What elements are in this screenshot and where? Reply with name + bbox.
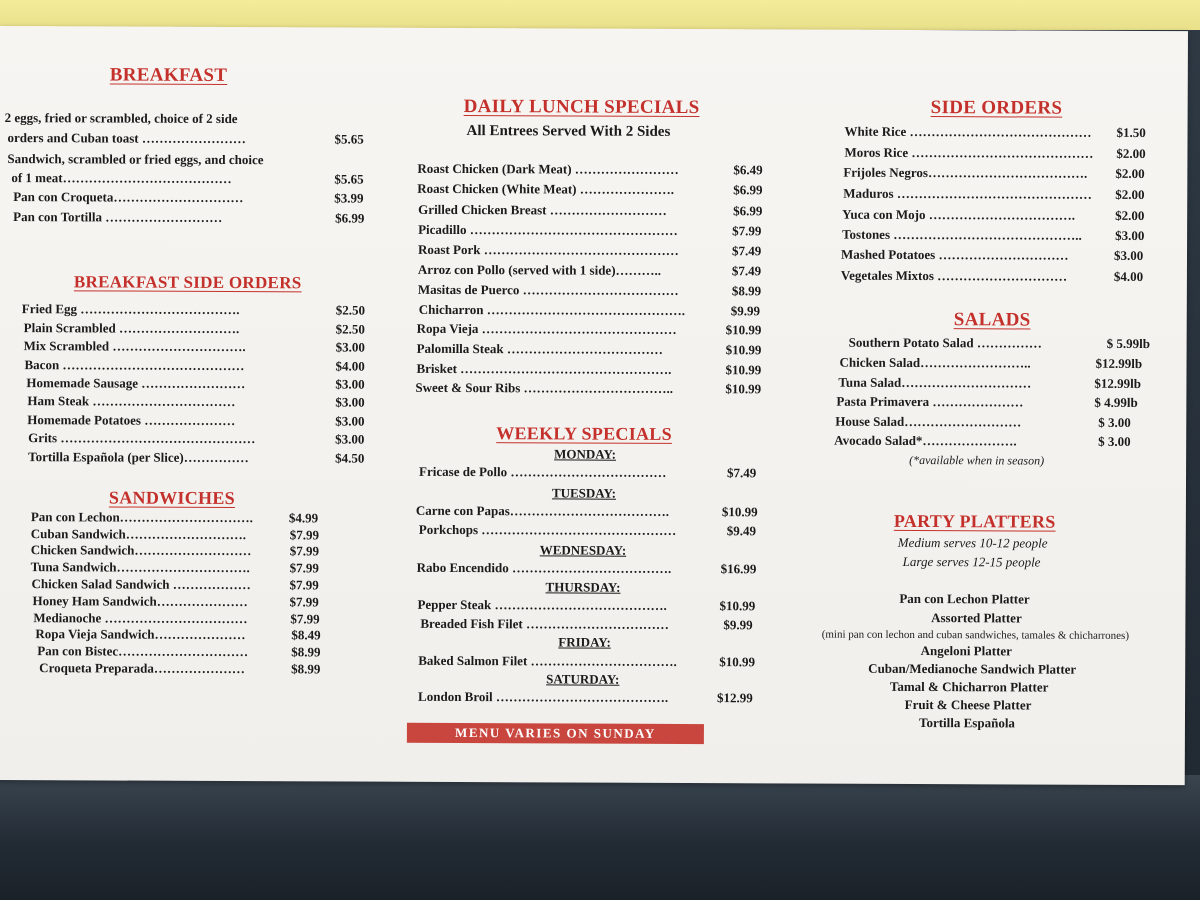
lunch-item: Palomilla Steak ……………………………… $10.99 [416, 340, 762, 358]
side-item: Bacon …………………………………… $4.00 [24, 357, 365, 374]
sandwich-item: Ropa Vieja Sandwich………………… $8.49 [35, 626, 321, 643]
price: $7.49 [731, 263, 762, 279]
salad-item: Southern Potato Salad …………… $ 5.99lb [848, 334, 1151, 352]
lunch-item: Masitas de Puerco ……………………………… $8.99 [417, 281, 762, 299]
price: $8.99 [291, 661, 321, 677]
lunch-item: Sweet & Sour Ribs …………………………….. $10.99 [415, 379, 762, 397]
lunch-item: Roast Chicken (Dark Meat) …………………… $6.49 [417, 160, 763, 178]
day-label-tuesday: TUESDAY: [551, 485, 617, 501]
side-order-item: Tostones …………………………………….. $3.00 [842, 226, 1145, 243]
price: $7.99 [289, 543, 319, 559]
price: $10.99 [721, 504, 758, 520]
lunch-item: Brisket …………………………………………. $10.99 [416, 360, 762, 378]
price: $3.99 [334, 190, 364, 206]
breakfast-item: Pan con Croqueta………………………… $3.99 [13, 189, 364, 206]
lunch-item: Grilled Chicken Breast ……………………… $6.99 [418, 201, 763, 219]
side-item: Fried Egg ………………………………. $2.50 [21, 301, 366, 318]
price: $10.99 [725, 342, 762, 358]
price: $10.99 [725, 362, 762, 378]
breakfast-sides-title: BREAKFAST SIDE ORDERS [73, 272, 302, 293]
breakfast-item: 2 eggs, fried or scrambled, choice of 2 side [4, 110, 238, 127]
weekly-title: WEEKLY SPECIALS [496, 423, 673, 444]
day-label-wednesday: WEDNESDAY: [539, 542, 627, 558]
breakfast-item: of 1 meat………………………………… $5.65 [11, 170, 364, 187]
sandwich-item: Chicken Salad Sandwich ……………… $7.99 [31, 576, 319, 593]
weekly-item: Carne con Papas………………………………. $10.99 [415, 502, 758, 520]
sandwich-item: Pan con Lechon…………………………. $4.99 [30, 509, 319, 526]
side-item: Homemade Potatoes ………………… $3.00 [27, 412, 365, 429]
side-orders-title: SIDE ORDERS [930, 97, 1063, 119]
weekly-item: Porkchops ……………………………………… $9.49 [418, 521, 757, 539]
salad-item: Tuna Salad………………………… $12.99lb [838, 374, 1142, 391]
weekly-item: Rabo Encendido ………………………………. $16.99 [416, 559, 757, 577]
weekly-item: Baked Salmon Filet ……………………………. $10.99 [418, 652, 756, 670]
price: $2.50 [335, 321, 365, 337]
sandwich-item: Cuban Sandwich………………………. $7.99 [30, 526, 320, 543]
price: $16.99 [720, 561, 757, 577]
platter-item: Cuban/Medianoche Sandwich Platter [868, 660, 1077, 677]
price: $7.49 [731, 243, 762, 259]
price: $3.00 [335, 413, 365, 429]
price: $12.99 [717, 690, 753, 706]
price: $12.99lb [1094, 375, 1142, 391]
side-order-item: Moros Rice …………………………………… $2.00 [844, 144, 1146, 162]
lunch-title: DAILY LUNCH SPECIALS [463, 96, 700, 119]
breakfast-item: Pan con Tortilla ……………………… $6.99 [13, 209, 365, 226]
price: $8.49 [291, 627, 321, 643]
platter-item: Tortilla Española [918, 715, 1015, 731]
breakfast-item: orders and Cuban toast …………………… $5.65 [7, 130, 364, 147]
menu-sheet [0, 26, 1188, 785]
platter-item-detail: (mini pan con lechon and cuban sandwiches, tamales & chicharrones) [821, 628, 1130, 642]
price: $10.99 [719, 598, 756, 614]
salad-item: Pasta Primavera ………………… $ 4.99lb [836, 393, 1138, 410]
price: $5.65 [334, 131, 364, 147]
side-item: Ham Steak …………………………… $3.00 [27, 393, 365, 410]
price: $7.99 [289, 560, 319, 576]
window-frame [0, 775, 1200, 900]
price: $9.99 [723, 617, 753, 633]
price: $4.00 [1113, 268, 1144, 284]
sandwich-item: Pan con Bistec………………………… $8.99 [37, 643, 321, 660]
price: $2.00 [1115, 207, 1145, 223]
price: $6.99 [335, 210, 365, 226]
weekly-item: Fricase de Pollo ……………………………… $7.49 [419, 463, 757, 481]
price: $6.99 [733, 203, 763, 219]
lunch-item: Ropa Vieja ……………………………………… $10.99 [416, 320, 762, 338]
salads-title: SALADS [953, 309, 1031, 331]
side-item: Homemade Sausage …………………… $3.00 [26, 375, 365, 392]
lunch-subtitle: All Entrees Served With 2 Sides [466, 123, 671, 140]
price: $10.99 [719, 654, 756, 670]
side-order-item: Maduros ……………………………………… $2.00 [843, 185, 1145, 202]
price: $8.99 [291, 644, 321, 660]
day-label-friday: FRIDAY: [558, 634, 611, 650]
platters-title: PARTY PLATTERS [893, 510, 1056, 532]
salad-item: Avocado Salad*…………………. $ 3.00 [834, 432, 1131, 449]
price: $ 3.00 [1098, 414, 1131, 430]
lunch-item: Roast Pork ……………………………………… $7.49 [417, 241, 762, 259]
price: $5.65 [334, 171, 364, 187]
side-order-item: Vegetales Mixtos ………………………… $4.00 [840, 267, 1144, 284]
price: $7.49 [727, 465, 757, 481]
price: $9.99 [730, 303, 761, 319]
price: $ 3.00 [1098, 433, 1131, 449]
price: $10.99 [725, 322, 762, 338]
price: $6.99 [733, 182, 763, 198]
breakfast-item: Sandwich, scrambled or fried eggs, and choice [7, 151, 264, 168]
sandwich-item: Chicken Sandwich……………………… $7.99 [30, 542, 319, 559]
day-label-thursday: THURSDAY: [545, 579, 621, 595]
price: $3.00 [335, 394, 365, 410]
salad-item: Chicken Salad…………………….. $12.99lb [839, 354, 1143, 371]
price: $4.50 [335, 450, 365, 466]
sandwich-item: Tuna Sandwich…………………………. $7.99 [30, 559, 319, 576]
weekly-item: Breaded Fish Filet …………………………… $9.99 [420, 615, 753, 633]
price: $2.50 [335, 302, 366, 318]
price: $12.99lb [1095, 355, 1143, 371]
price: $3.00 [335, 431, 365, 447]
side-order-item: Yuca con Mojo ……………………………. $2.00 [842, 206, 1145, 223]
weekly-item: Pepper Steak …………………………………. $10.99 [417, 596, 756, 614]
price: $2.00 [1115, 186, 1145, 202]
platter-item: Tamal & Chicharron Platter [889, 678, 1049, 695]
yellow-wall-strip [0, 0, 1200, 30]
platter-item: Assorted Platter [931, 610, 1022, 626]
day-label-saturday: SATURDAY: [546, 671, 620, 687]
price: $ 4.99lb [1094, 394, 1138, 410]
lunch-item: Picadillo ………………………………………… $7.99 [418, 221, 762, 239]
lunch-item: Chicharron ………………………………………. $9.99 [418, 301, 761, 319]
price: $4.99 [288, 510, 319, 526]
sunday-banner: MENU VARIES ON SUNDAY [407, 723, 704, 744]
side-item: Tortilla Española (per Slice)…………… $4.50 [28, 449, 365, 466]
side-item: Grits ……………………………………… $3.00 [28, 430, 365, 447]
price: $7.99 [289, 594, 319, 610]
side-item: Plain Scrambled ………………………. $2.50 [23, 320, 365, 337]
price: $2.00 [1115, 165, 1145, 181]
sandwich-item: Croqueta Preparada………………… $8.99 [39, 660, 321, 677]
side-order-item: Frijoles Negros………………………………. $2.00 [843, 164, 1145, 181]
price: $2.00 [1116, 145, 1146, 162]
platter-item: Angeloni Platter [920, 643, 1012, 659]
price: $ 5.99lb [1106, 335, 1151, 352]
platter-item: Fruit & Cheese Platter [904, 696, 1032, 713]
price: $9.49 [726, 523, 757, 539]
weekly-item: London Broil …………………………………. $12.99 [418, 688, 753, 706]
price: $3.00 [1115, 227, 1145, 243]
price: $4.00 [335, 358, 365, 374]
price: $3.00 [335, 376, 365, 392]
price: $8.99 [731, 283, 762, 299]
salad-note: (*available when in season) [909, 452, 1045, 468]
side-order-item: White Rice …………………………………… $1.50 [844, 123, 1146, 141]
breakfast-title: BREAKFAST [109, 64, 228, 86]
price: $10.99 [725, 381, 762, 397]
sandwich-item: Medianoche …………………………… $7.99 [33, 610, 320, 627]
lunch-item: Roast Chicken (White Meat) …………………. $6.99 [417, 180, 763, 198]
platter-item: Pan con Lechon Platter [899, 590, 1030, 607]
price: $1.50 [1116, 124, 1146, 141]
sandwiches-title: SANDWICHES [108, 487, 236, 509]
platter-size-medium: Medium serves 10-12 people [897, 534, 1048, 551]
side-order-item: Mashed Potatoes ………………………… $3.00 [840, 246, 1144, 263]
salad-item: House Salad……………………… $ 3.00 [835, 413, 1131, 430]
price: $7.99 [732, 223, 762, 239]
price: $7.99 [289, 577, 319, 593]
day-label-monday: MONDAY: [554, 446, 617, 462]
lunch-item: Arroz con Pollo (served with 1 side)……….. $7.49 [417, 261, 762, 279]
price: $6.49 [733, 162, 763, 178]
platter-size-large: Large serves 12-15 people [902, 553, 1041, 570]
sandwich-item: Honey Ham Sandwich………………… $7.99 [32, 593, 319, 610]
side-item: Mix Scrambled …………………………. $3.00 [23, 338, 365, 355]
price: $7.99 [289, 527, 320, 543]
price: $7.99 [290, 611, 320, 627]
price: $3.00 [1113, 247, 1144, 263]
price: $3.00 [335, 339, 365, 355]
